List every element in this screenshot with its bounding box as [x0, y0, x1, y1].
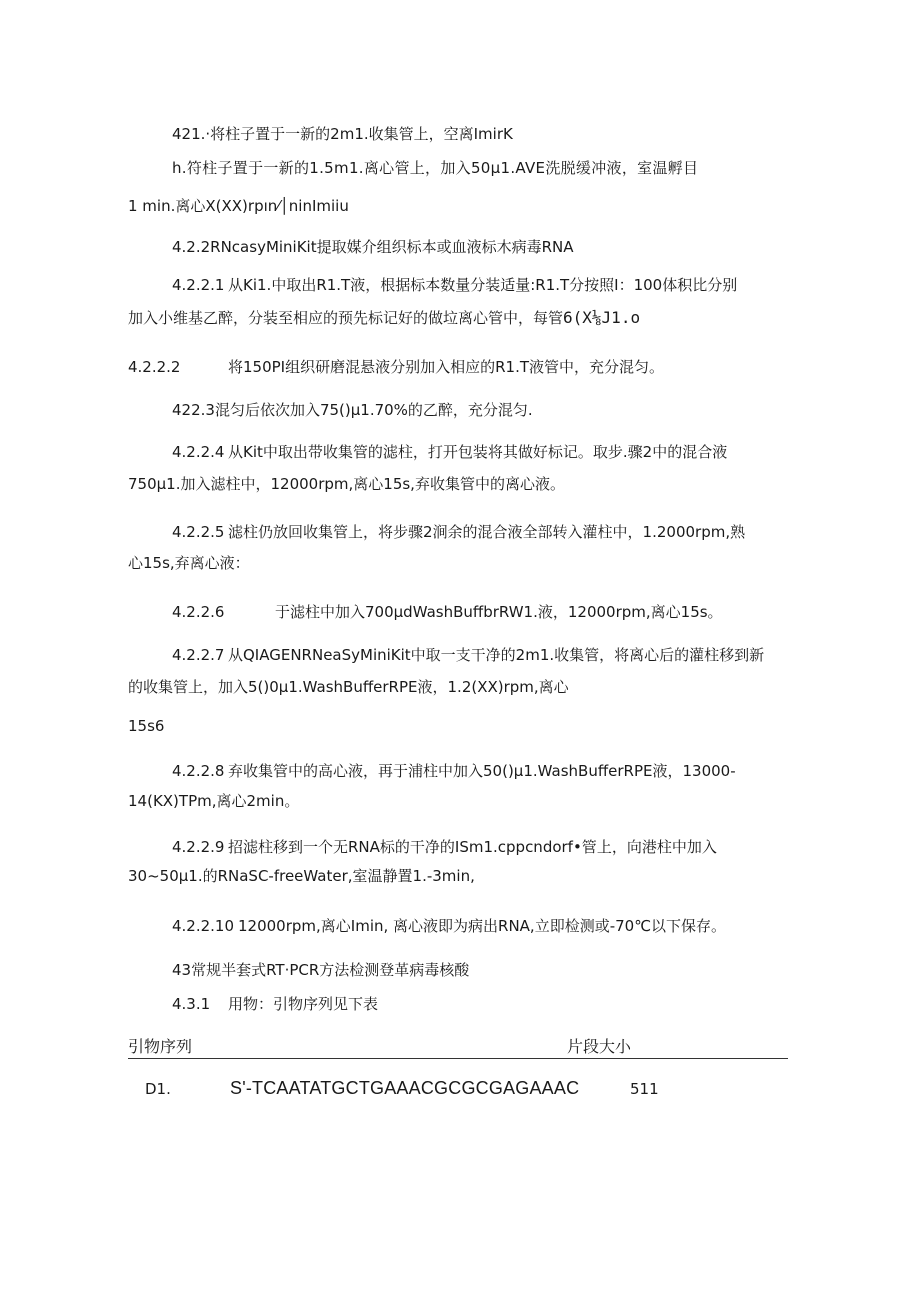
- table-header-fragment-size: 片段大小: [567, 1037, 632, 1056]
- para-421: 421.·将柱子置于一新的2m1.收集管上，空离ImirK: [172, 125, 513, 143]
- step-4223-text: 422.3混匀后依次加入75()μ1.70%的乙醉，充分混匀.: [172, 401, 533, 419]
- step-4221-number: 4.2.2.1: [172, 276, 225, 294]
- step-431-number: 4.3.1: [172, 995, 211, 1013]
- step-4225-continuation: 心15s,弃离心液：: [128, 554, 250, 572]
- table-cell-fragment-size: 511: [630, 1080, 659, 1098]
- step-4225-number: 4.2.2.5: [172, 523, 225, 541]
- step-4222-text: 将150PI组织研磨混悬液分别加入相应的R1.T液管中，充分混匀。: [228, 358, 664, 376]
- step-4221-continuation: [128, 308, 640, 328]
- step-4221-text: 从Ki1.中取出R1.T液，根据标本数量分装适量:R1.T分按照I：100体积比分别: [228, 276, 738, 294]
- step-4221-cont-volume: 6(X⅛J1.o: [563, 308, 641, 327]
- step-4222-number: 4.2.2.2: [128, 358, 181, 376]
- section-heading-43: 43常规半套式RT·PCR方法检测登革病毒核酸: [172, 961, 470, 979]
- step-42210-number: 4.2.2.10: [172, 917, 235, 935]
- table-cell-primer-sequence: S'-TCAATATGCTGAAACGCGCGAGAAAC: [230, 1078, 580, 1098]
- step-4229-text: 招滤柱移到一个无RNA标的干净的ISm1.cppcndorf•管上，向港柱中加入: [228, 838, 717, 856]
- step-4227-tail: 15s6: [128, 717, 165, 735]
- step-4227-continuation: 的收集管上，加入5()0μ1.WashBufferRPE液，1.2(XX)rpm,离心: [128, 678, 569, 696]
- step-4221-cont-text: 加入小维基乙醉，分装至相应的预先标记好的做垃离心管中，每管: [128, 309, 564, 327]
- step-4224-text: 从Kit中取出带收集管的滤柱，打开包装将其做好标记。取步.骤2中的混合液: [228, 443, 728, 461]
- para-min: 1 min.离心X(XX)rpın⁄│ninImiiu: [128, 197, 349, 215]
- step-4226-text: 于滤柱中加入700μdWashBuffbrRW1.液，12000rpm,离心15s。: [275, 603, 723, 621]
- table-header-primer-sequence: 引物序列: [128, 1037, 193, 1056]
- step-4226-number: 4.2.2.6: [172, 603, 225, 621]
- step-4225-text: 滤柱仍放回收集管上，将步骤2涧余的混合液全部转入灌柱中，1.2000rpm,熟: [228, 523, 746, 541]
- section-heading-422: 4.2.2RNcasyMiniKit提取媒介组织标本或血液标木病毒RNA: [172, 238, 574, 256]
- table-rule: [128, 1058, 788, 1059]
- step-4228-text: 弃收集管中的高心液，再于浦柱中加入50()μ1.WashBufferRPE液，13000-: [228, 762, 736, 780]
- para-h: h.符柱子置于一新的1.5m1.离心管上，加入50μ1.AVE洗脱缓冲液，室温孵目: [172, 159, 699, 177]
- step-4228-continuation: 14(KX)TPm,离心2min。: [128, 792, 300, 810]
- step-4229-continuation: 30~50μ1.的RNaSC-freeWater,室温静置1.-3min,: [128, 867, 475, 885]
- step-4229-number: 4.2.2.9: [172, 838, 225, 856]
- table-cell-primer-name: D1.: [145, 1080, 171, 1098]
- step-42210-text: 12000rpm,离心Imin, 离心液即为病出RNA,立即检测或-70℃以下保存。: [238, 917, 727, 935]
- step-4227-text: 从QIAGENRNeaSyMiniKit中取一支干净的2m1.收集管，将离心后的灌柱移到新: [228, 646, 765, 664]
- step-4224-number: 4.2.2.4: [172, 443, 225, 461]
- step-4227-number: 4.2.2.7: [172, 646, 225, 664]
- step-4224-continuation: 750μ1.加入滤柱中，12000rpm,离心15s,弃收集管中的离心液。: [128, 475, 565, 493]
- step-431-text: 用物：引物序列见下表: [228, 995, 379, 1013]
- step-4228-number: 4.2.2.8: [172, 762, 225, 780]
